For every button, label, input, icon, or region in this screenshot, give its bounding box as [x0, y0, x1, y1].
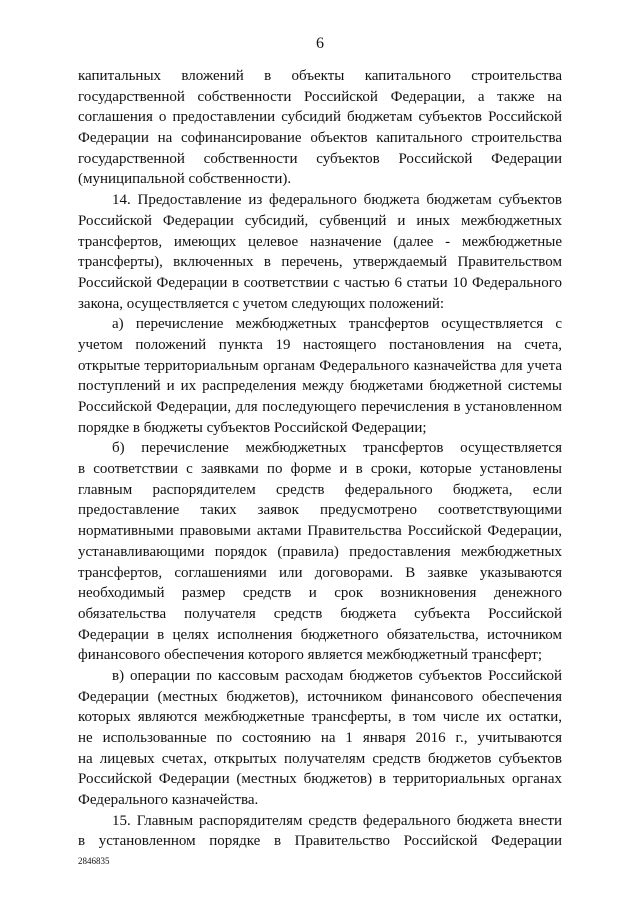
text-line: Российской Федерации субсидий, субвенций и иных межбюджетных	[78, 212, 562, 229]
text-line: учетом положений пункта 19 настоящего постановления на счета,	[78, 336, 562, 353]
text-line: в соответствии с заявками по форме и в сроки, которые установлены	[78, 461, 562, 478]
text-line: главным распорядителем средств федерального бюджета, если	[78, 481, 562, 498]
text-line: трансфертов, соглашениями или договорами. В заявке указываются	[78, 564, 562, 581]
text-line: Федерации в целях исполнения бюджетного обязательства, источником	[78, 626, 562, 643]
text-line: на лицевых счетах, открытых получателям средств бюджетов субъектов	[78, 750, 562, 767]
text-line: капитальных вложений в объекты капитального строительства	[78, 68, 562, 84]
text-line: трансферты), включенных в перечень, утверждаемый Правительством	[78, 254, 562, 271]
paragraph-15-first-line: 15. Главным распорядителям средств федерального бюджета внести	[112, 812, 562, 829]
document-body	[78, 66, 562, 852]
text-line: государственной собственности Российской Федерации, а также на	[78, 88, 562, 105]
text-line: нормативными правовыми актами Правительства Российской Федерации,	[78, 523, 562, 540]
text-line: Российской Федерации, для последующего перечисления в установленном	[78, 399, 562, 415]
item-c-first-line: в) операции по кассовым расходам бюджетов субъектов Российской	[112, 667, 562, 684]
text-line: открытые территориальным органам Федерального казначейства для учета	[78, 357, 562, 374]
text-line: в установленном порядке в Правительство Российской Федерации	[78, 833, 562, 850]
text-line: закона, осуществляется с учетом следующих положений:	[78, 295, 445, 312]
page-number: 6	[316, 35, 324, 52]
text-line: соглашения о предоставлении субсидий бюджетам субъектов Российской	[78, 109, 562, 126]
text-line: Российской Федерации (местных бюджетов) в территориальных органах	[78, 771, 562, 788]
text-line: финансового обеспечения которого является межбюджетный трансферт;	[78, 647, 543, 664]
text-line: необходимый размер средств и срок возникновения денежного	[78, 585, 562, 602]
text-line: порядке в бюджеты субъектов Российской Федерации;	[78, 419, 427, 436]
document-code: 2846835	[78, 856, 110, 866]
paragraph-14-first-line: 14. Предоставление из федерального бюджета бюджетам субъектов	[112, 192, 562, 209]
text-line: Федерального казначейства.	[78, 792, 259, 809]
text-line: Федерации (местных бюджетов), источником финансового обеспечения	[78, 688, 562, 705]
item-a-first-line: а) перечисление межбюджетных трансфертов осуществляется с	[112, 316, 562, 333]
text-line: не использованные по состоянию на 1 января 2016 г., учитываются	[78, 730, 562, 746]
text-line: государственной собственности субъектов Российской Федерации	[78, 150, 562, 167]
text-line: предоставление таких заявок предусмотрено соответствующими	[78, 502, 562, 519]
text-line: Российской Федерации в соответствии с частью 6 статьи 10 Федерального	[78, 274, 562, 291]
text-line: (муниципальной собственности).	[78, 171, 292, 188]
text-line: Федерации на софинансирование объектов капитального строительства	[78, 130, 562, 147]
item-b-first-line: б) перечисление межбюджетных трансфертов осуществляется	[112, 440, 562, 457]
text-line: трансфертов, имеющих целевое назначение (далее - межбюджетные	[78, 233, 562, 250]
text-line: устанавливающими порядок (правила) предоставления межбюджетных	[78, 543, 562, 560]
text-line: обязательства получателя средств бюджета субъекта Российской	[78, 605, 562, 622]
text-line: поступлений и их распределения между бюджетами бюджетной системы	[78, 378, 562, 395]
text-line: которых являются межбюджетные трансферты, в том числе их остатки,	[78, 709, 562, 726]
